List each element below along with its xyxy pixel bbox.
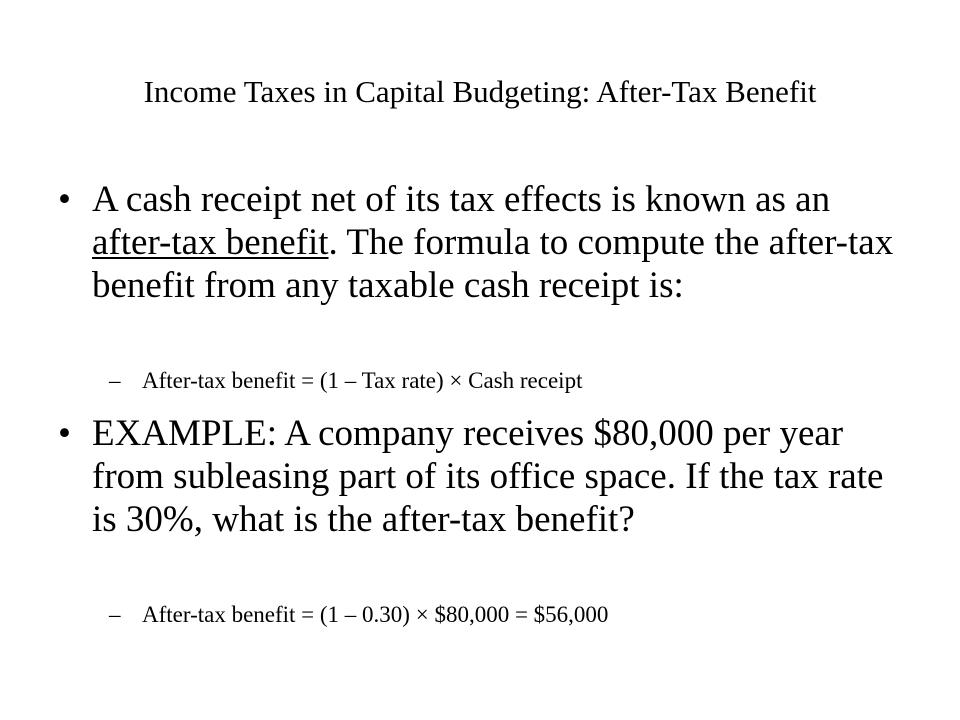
bullet-definition	[58, 178, 908, 307]
sub-point-text: After-tax benefit = (1 – 0.30) × $80,000 = $56,000	[142, 602, 609, 627]
bullet-text: EXAMPLE: A company receives $80,000 per year from subleasing part of its office space. If the tax rate is 30%, what is the after-tax benefit?	[92, 413, 884, 540]
sub-point-calculation	[109, 600, 608, 630]
sub-point-text: After-tax benefit = (1 – Tax rate) × Cash receipt	[142, 368, 583, 393]
bullet-text-part: A cash receipt net of its tax effects is known as an	[92, 179, 831, 220]
bullet-marker: •	[58, 413, 71, 454]
bullet-marker: •	[58, 179, 71, 220]
sub-point-dash: –	[109, 602, 121, 627]
bullet-example	[58, 412, 908, 541]
underlined-term: after-tax benefit	[92, 222, 329, 263]
bullet-text	[92, 178, 908, 307]
slide-title: Income Taxes in Capital Budgeting: After-Tax Benefit	[143, 74, 817, 109]
sub-point-dash: –	[109, 368, 121, 393]
sub-point-formula	[109, 366, 582, 396]
bullet-text-part: . The formula to compute the after-tax benefit from any taxable cash receipt is:	[92, 222, 894, 306]
